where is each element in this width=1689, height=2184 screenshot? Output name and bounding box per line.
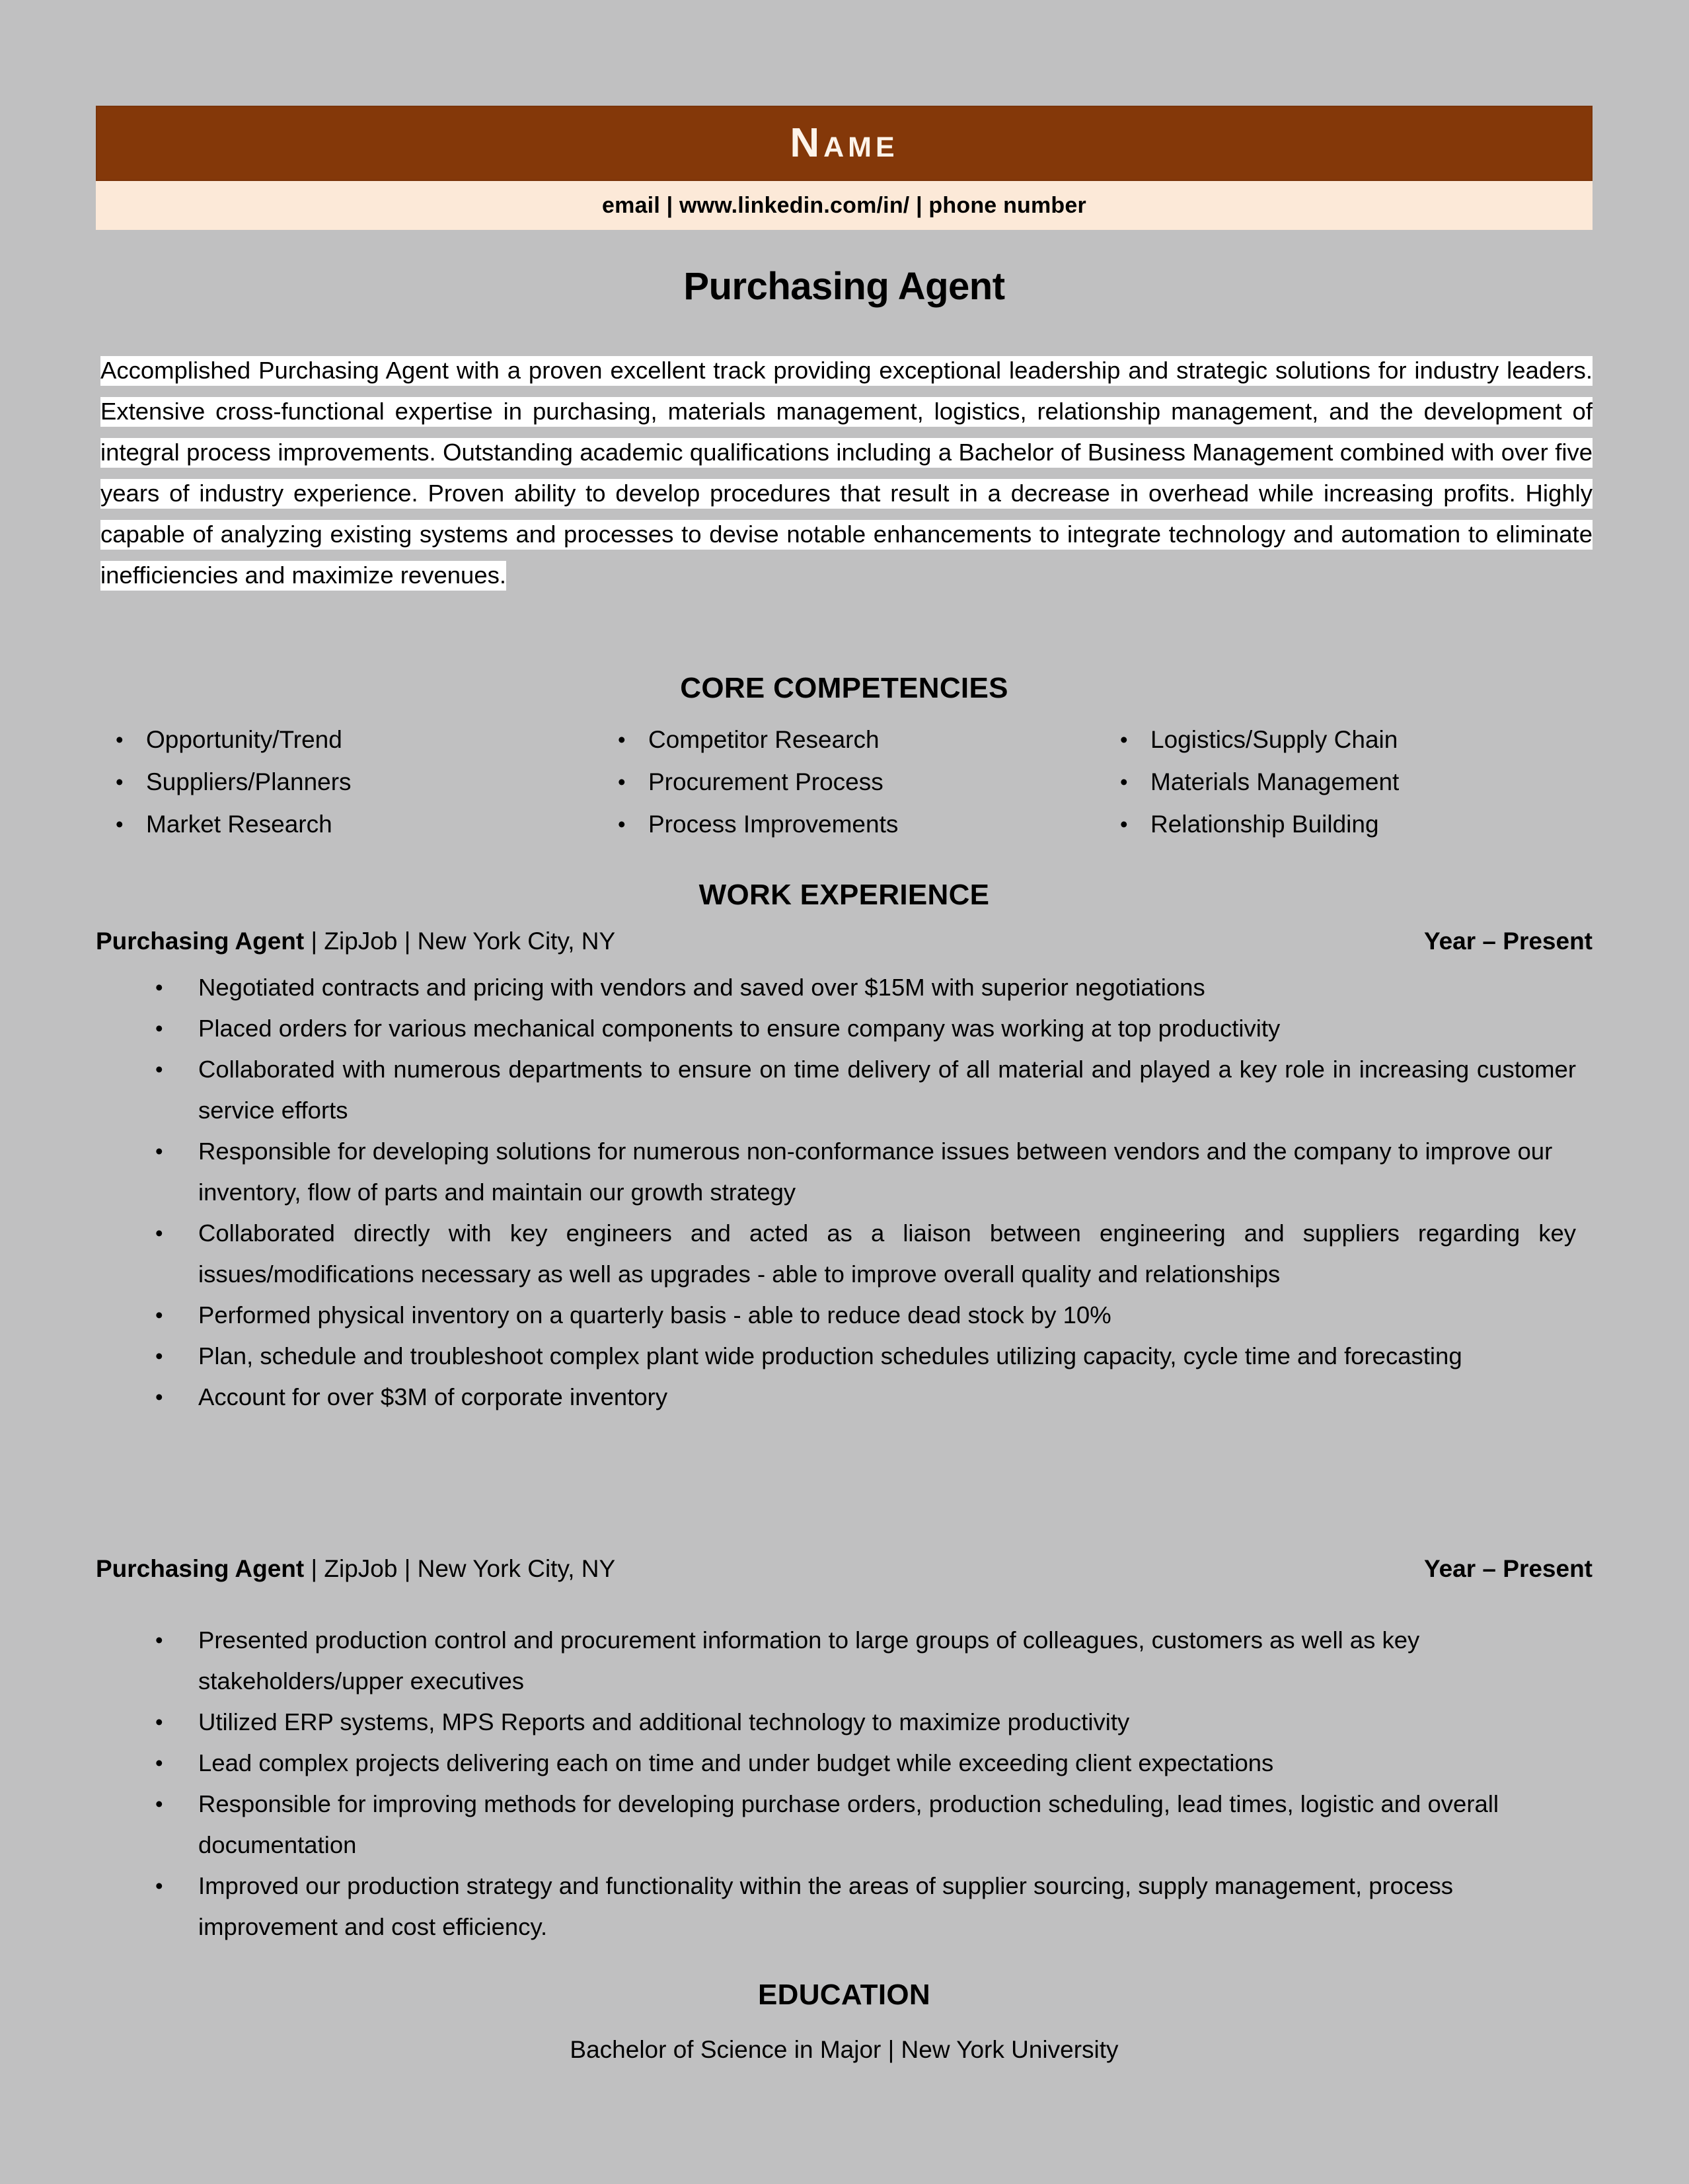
list-item — [96, 1784, 1593, 1866]
list-item — [1120, 719, 1602, 761]
job-title-line — [96, 925, 615, 958]
list-item — [618, 719, 1120, 761]
list-item — [96, 1008, 1593, 1049]
page-title: Purchasing Agent — [683, 265, 1005, 308]
list-item — [96, 1131, 1593, 1213]
bullet-icon: • — [116, 770, 124, 794]
competency-label: Competitor Research — [648, 726, 880, 753]
job-company-location: | ZipJob | New York City, NY — [304, 928, 616, 955]
bullet-icon: • — [155, 1303, 163, 1327]
bullet-icon: • — [1120, 770, 1128, 794]
list-item — [618, 803, 1120, 846]
bullet-icon: • — [155, 1710, 163, 1734]
bullet-text: Responsible for developing solutions for numerous non-conformance issues between vendors and the company to improve our inventory, flow of parts and maintain our growth strategy — [198, 1138, 1553, 1206]
bullet-text: Collaborated directly with key engineers and acted as a liaison between engineering and suppliers regarding key issues/modifications necessary as well as upgrades - able to improve overall quality and relationships — [198, 1219, 1576, 1288]
competency-label: Opportunity/Trend — [146, 726, 342, 753]
list-item — [116, 719, 618, 761]
resume-header — [96, 106, 1593, 230]
competency-label: Relationship Building — [1150, 811, 1379, 838]
bullet-icon: • — [155, 1385, 163, 1409]
list-item — [96, 1743, 1593, 1784]
list-item — [96, 1377, 1593, 1418]
list-item — [96, 1213, 1593, 1295]
bullet-icon: • — [618, 770, 626, 794]
list-item — [116, 761, 618, 803]
bullet-icon: • — [116, 812, 124, 836]
job-company-location: | ZipJob | New York City, NY — [304, 1555, 616, 1582]
list-item — [96, 1866, 1593, 1947]
work-experience-entry — [96, 925, 1593, 1418]
bullet-icon: • — [618, 812, 626, 836]
job-header — [96, 1552, 1593, 1585]
bullet-icon: • — [155, 1139, 163, 1163]
bullet-icon: • — [155, 1057, 163, 1081]
list-item — [96, 1336, 1593, 1377]
name-banner — [96, 106, 1593, 181]
list-item — [96, 967, 1593, 1008]
bullet-text: Collaborated with numerous departments to ensure on time delivery of all material and played a key role in increasing customer service efforts — [198, 1056, 1576, 1124]
competency-label: Materials Management — [1150, 768, 1400, 795]
section-heading-core-competencies: CORE COMPETENCIES — [680, 672, 1008, 704]
bullet-text: Plan, schedule and troubleshoot complex plant wide production schedules utilizing capacity, cycle time and forecasting — [198, 1342, 1462, 1369]
bullet-icon: • — [155, 1221, 163, 1245]
competency-label: Process Improvements — [648, 811, 899, 838]
job-bullet-list — [96, 1620, 1593, 1947]
bullet-icon: • — [155, 1874, 163, 1898]
job-dates: Year – Present — [1423, 1555, 1593, 1582]
list-item — [1120, 761, 1602, 803]
list-item — [96, 1295, 1593, 1336]
bullet-icon: • — [155, 1751, 163, 1775]
job-header — [96, 925, 1593, 958]
list-item — [96, 1620, 1593, 1702]
bullet-icon: • — [155, 1344, 163, 1368]
list-item — [96, 1702, 1593, 1743]
list-item — [96, 1049, 1593, 1131]
bullet-text: Lead complex projects delivering each on time and under budget while exceeding client expectations — [198, 1749, 1274, 1776]
job-role: Purchasing Agent — [96, 1555, 305, 1582]
job-title-line — [96, 1552, 615, 1585]
bullet-text: Responsible for improving methods for developing purchase orders, production scheduling, lead times, logistic and overall documentation — [198, 1790, 1499, 1858]
section-heading-education: EDUCATION — [758, 1979, 930, 2011]
bullet-icon: • — [1120, 727, 1128, 752]
competency-label: Market Research — [146, 811, 332, 838]
bullet-text: Presented production control and procurement information to large groups of colleagues, customers as well as key stakeholders/upper executives — [198, 1626, 1420, 1694]
competency-label: Suppliers/Planners — [146, 768, 352, 795]
core-competencies-list — [116, 719, 1602, 846]
bullet-icon: • — [155, 1016, 163, 1040]
bullet-icon: • — [1120, 812, 1128, 836]
job-bullet-list — [96, 967, 1593, 1418]
list-item — [1120, 803, 1602, 846]
bullet-text: Placed orders for various mechanical components to ensure company was working at top productivity — [198, 1015, 1281, 1042]
job-dates: Year – Present — [1423, 928, 1593, 955]
contact-banner — [96, 181, 1593, 230]
list-item — [618, 761, 1120, 803]
bullet-text: Utilized ERP systems, MPS Reports and additional technology to maximize productivity — [198, 1708, 1130, 1735]
list-item — [116, 803, 618, 846]
job-role: Purchasing Agent — [96, 928, 305, 955]
competency-label: Logistics/Supply Chain — [1150, 726, 1398, 753]
education-entry: Bachelor of Science in Major | New York University — [570, 2036, 1119, 2063]
bullet-icon: • — [618, 727, 626, 752]
candidate-name: Name — [790, 120, 899, 166]
bullet-text: Performed physical inventory on a quarterly basis - able to reduce dead stock by 10% — [198, 1301, 1111, 1329]
bullet-icon: • — [155, 1792, 163, 1816]
bullet-text: Negotiated contracts and pricing with vendors and saved over $15M with superior negotiations — [198, 974, 1205, 1001]
work-experience-entry — [96, 1552, 1593, 1947]
bullet-icon: • — [116, 727, 124, 752]
competency-label: Procurement Process — [648, 768, 883, 795]
bullet-icon: • — [155, 1628, 163, 1652]
summary-text: Accomplished Purchasing Agent with a proven excellent track providing exceptional leadership and strategic solutions for industry leaders. Extensive cross-functional expertise in purchasing, materials management, logistics, relationship management, and the development of integral process improvements. Outstanding academic qualifications including a Bachelor of Business Management combined with over five years of industry experience. Proven ability to develop procedures that result in a decrease in overhead while increasing profits. Highly capable of analyzing existing systems and processes to devise notable enhancements to integrate technology and automation to eliminate inefficiencies and maximize revenues. — [100, 356, 1593, 591]
bullet-icon: • — [155, 975, 163, 1000]
professional-summary — [100, 350, 1593, 596]
bullet-text: Account for over $3M of corporate inventory — [198, 1383, 668, 1410]
section-heading-work-experience: WORK EXPERIENCE — [698, 879, 990, 911]
bullet-text: Improved our production strategy and functionality within the areas of supplier sourcing, supply management, process improvement and cost efficiency. — [198, 1872, 1454, 1940]
contact-line: email | www.linkedin.com/in/ | phone number — [602, 192, 1086, 218]
